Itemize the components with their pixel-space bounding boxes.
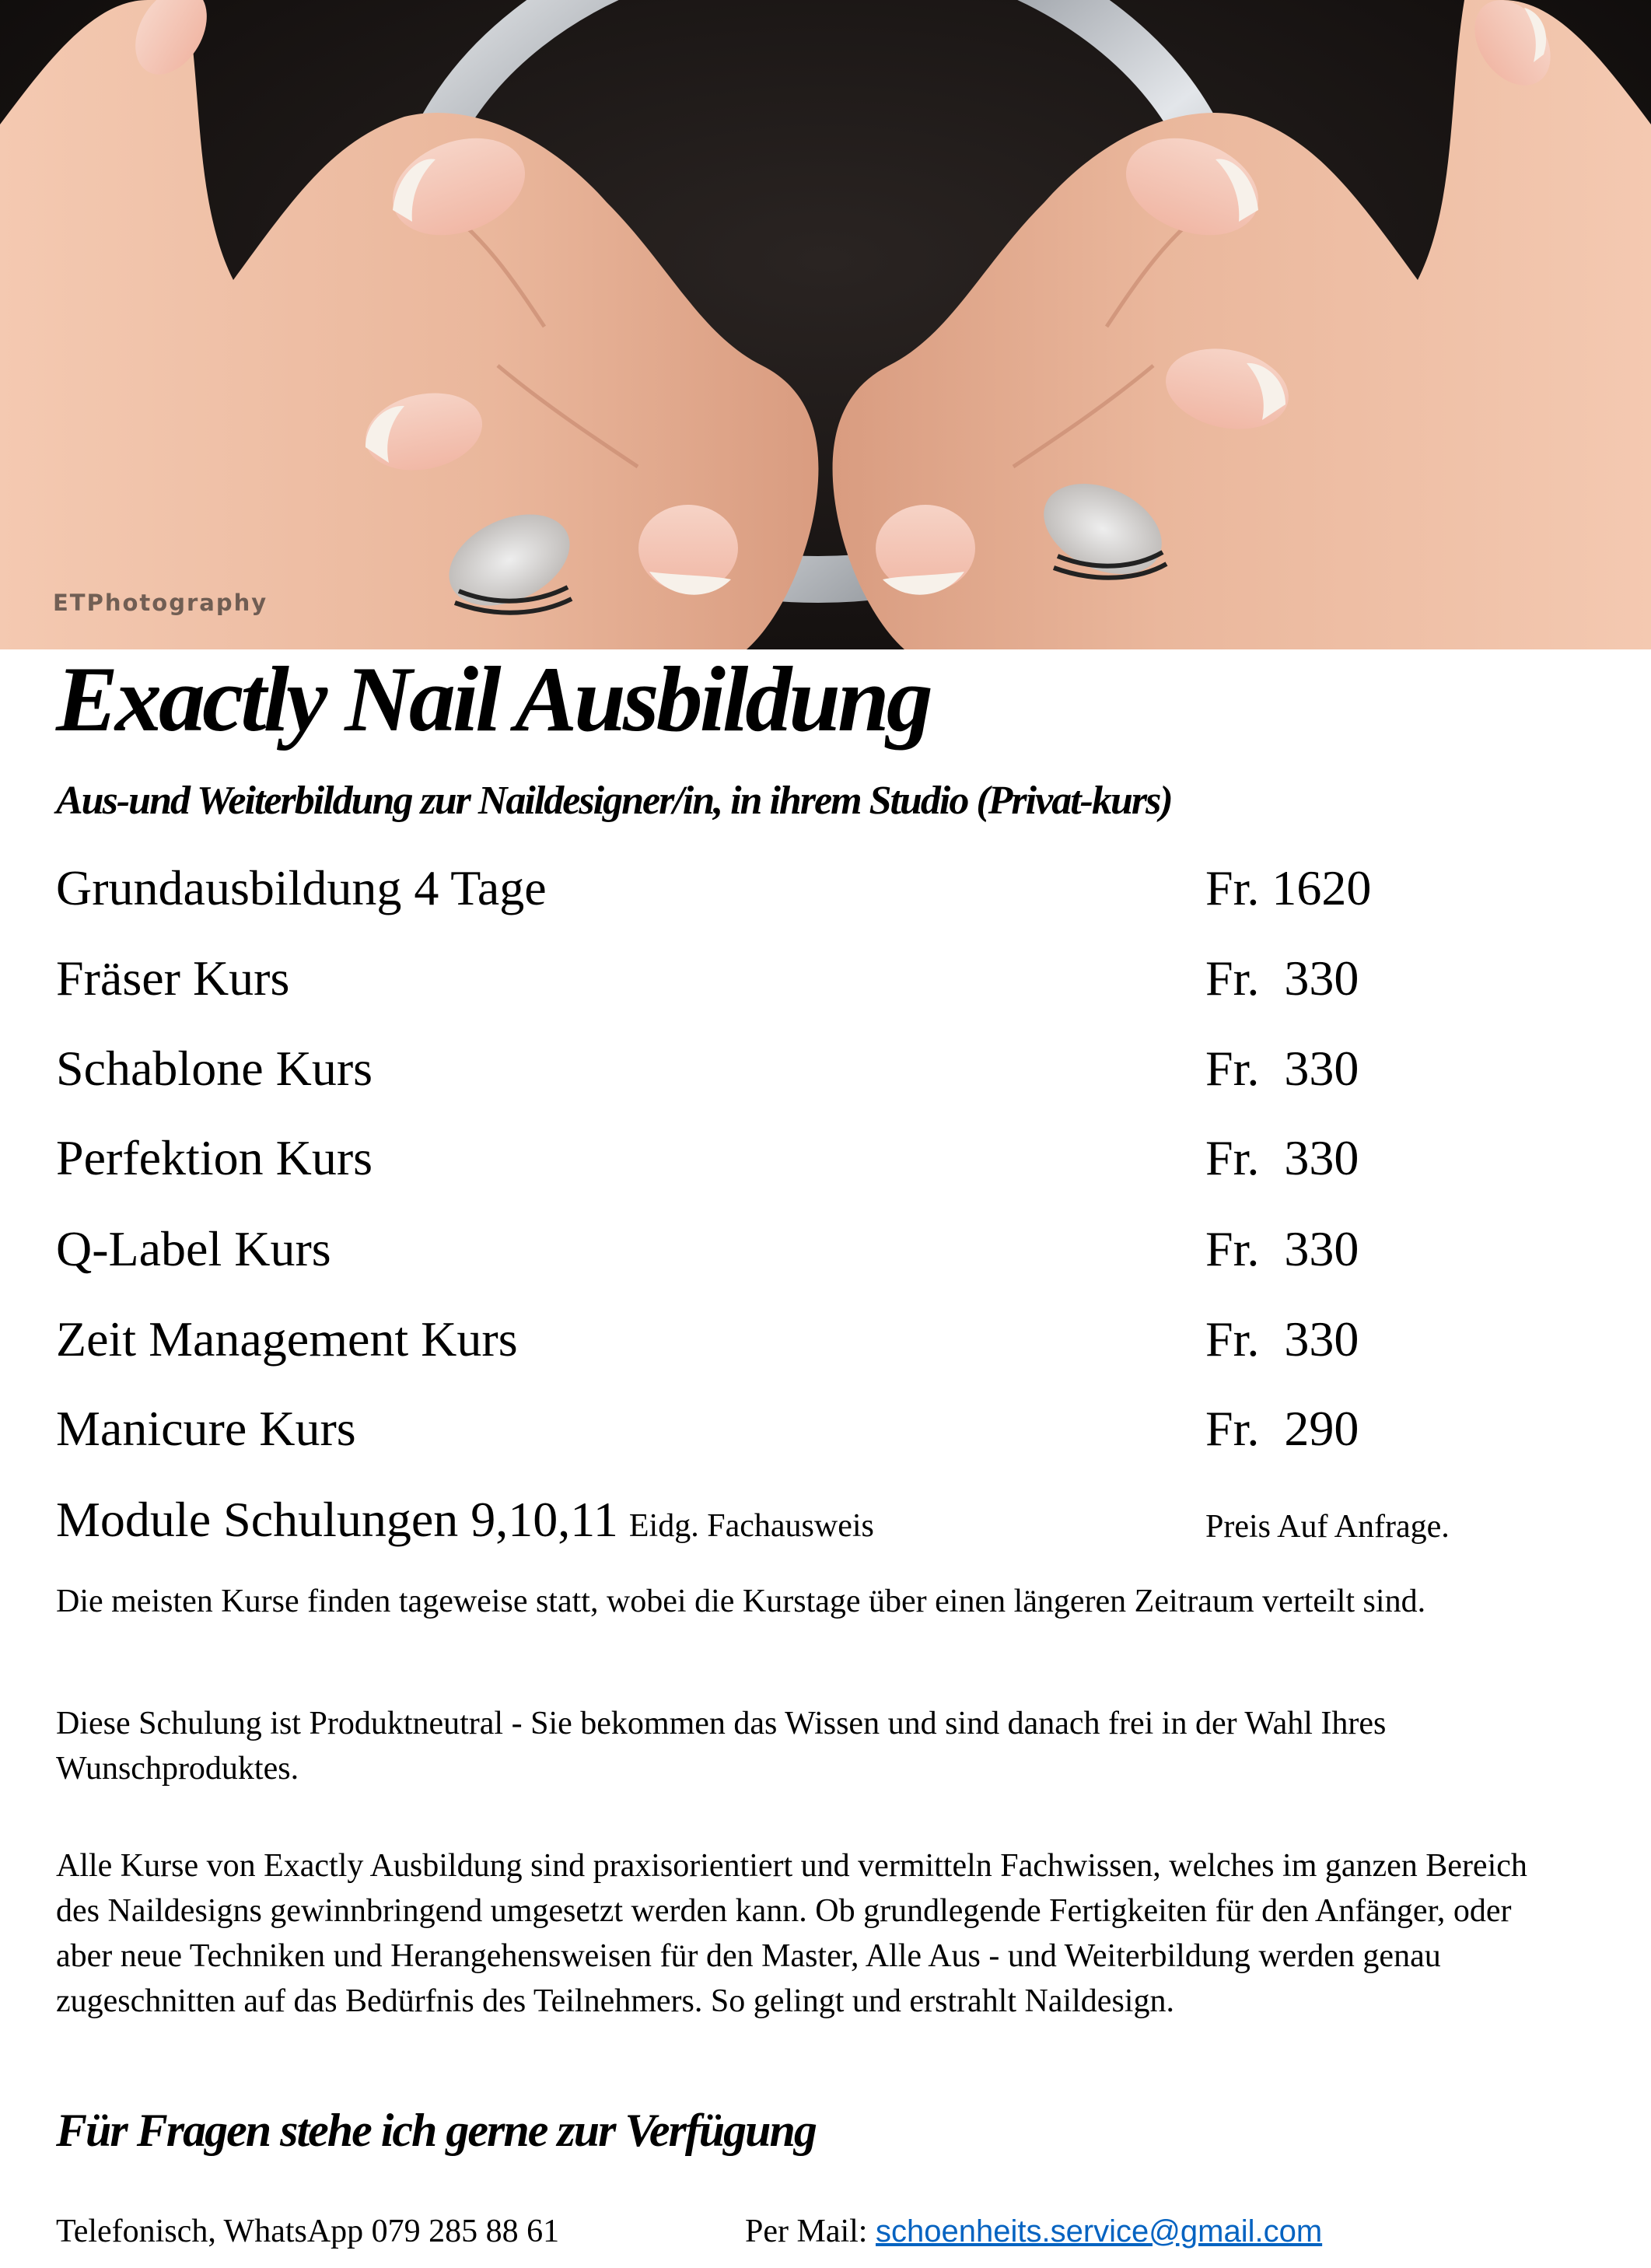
- page-title: Exactly Nail Ausbildung: [56, 647, 930, 751]
- email-link[interactable]: schoenheits.service@gmail.com: [875, 2214, 1323, 2249]
- course-name: [56, 1491, 874, 1549]
- course-name: Grundausbildung 4 Tage: [56, 860, 547, 915]
- hands-ring-illustration: [0, 0, 1651, 649]
- contact-mail: [745, 2213, 1322, 2250]
- course-row: [56, 1491, 1572, 1553]
- course-row: [56, 1129, 1572, 1192]
- course-price: Fr. 330: [1205, 1311, 1359, 1367]
- course-price: Fr. 330: [1205, 1130, 1359, 1185]
- course-row: [56, 950, 1572, 1012]
- course-row: [56, 1220, 1572, 1283]
- course-row: [56, 1311, 1572, 1373]
- course-price: Fr. 330: [1205, 1041, 1359, 1096]
- course-name: Zeit Management Kurs: [56, 1311, 518, 1367]
- course-name: Q-Label Kurs: [56, 1221, 331, 1276]
- course-row: [56, 1400, 1572, 1462]
- contact-heading: Für Fragen stehe ich gerne zur Verfügung: [56, 2105, 816, 2156]
- course-price: Fr. 1620: [1205, 860, 1372, 915]
- mail-label: Per Mail:: [745, 2214, 868, 2249]
- course-price: Fr. 330: [1205, 1221, 1359, 1276]
- photo-watermark: ETPhotography: [53, 590, 268, 616]
- course-name: Perfektion Kurs: [56, 1130, 373, 1185]
- course-name: Fräser Kurs: [56, 950, 290, 1006]
- page-subtitle: Aus-und Weiterbildung zur Naildesigner/in, in ihrem Studio (Privat-kurs): [56, 779, 1172, 823]
- info-paragraph: Alle Kurse von Exactly Ausbildung sind praxisorientiert und vermitteln Fachwissen, welches im ganzen Bereich des Naildesigns gewinnbringend umgesetzt werden kann. Ob grundlegende Fertigkeiten für den Anfänger, oder aber neue Techniken und Herangehensweisen für den Master, Alle Aus - und Weiterbildung werden genau zugeschnitten auf das Bedürfnis des Teilnehmers. So gelingt und erstrahlt Naildesign.: [56, 1848, 1527, 2019]
- course-note: Eidg. Fachausweis: [628, 1508, 874, 1544]
- course-price: Preis Auf Anfrage.: [1205, 1509, 1450, 1545]
- course-price: Fr. 290: [1205, 1401, 1359, 1456]
- course-row: [56, 859, 1572, 922]
- info-paragraph: Diese Schulung ist Produktneutral - Sie bekommen das Wissen und sind danach frei in der Wahl Ihres Wunschproduktes.: [56, 1706, 1387, 1787]
- course-name-text: Module Schulungen 9,10,11: [56, 1492, 618, 1547]
- info-paragraph: Die meisten Kurse finden tageweise statt, wobei die Kurstage über einen längeren Zeitraum verteilt sind.: [56, 1584, 1426, 1619]
- course-name: Manicure Kurs: [56, 1401, 356, 1456]
- hero-photo: [0, 0, 1651, 649]
- course-name: Schablone Kurs: [56, 1041, 373, 1096]
- contact-phone: Telefonisch, WhatsApp 079 285 88 61: [56, 2214, 560, 2249]
- course-price: Fr. 330: [1205, 950, 1359, 1006]
- course-row: [56, 1040, 1572, 1102]
